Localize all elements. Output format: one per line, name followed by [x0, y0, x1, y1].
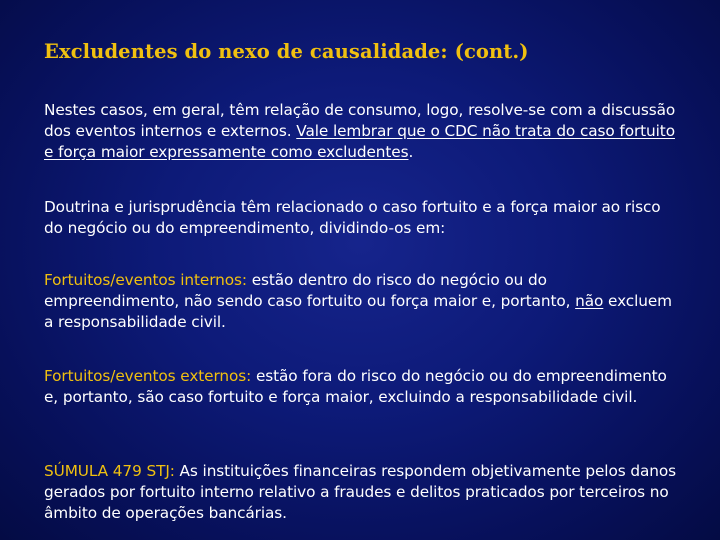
paragraph-text: estão dentro do risco do negócio ou do empreendimento, não sendo caso fortuito ou força maior e, portanto,	[44, 271, 576, 310]
underlined-word: não	[575, 292, 604, 310]
paragraph-doctrine	[44, 197, 676, 239]
paragraph-text: estão fora do risco do negócio ou do empreendimento e, portanto, são caso fortuito e força maior, excluindo a responsabilidade civil.	[44, 367, 667, 406]
paragraph-external-events	[44, 366, 676, 408]
paragraph-sumula	[44, 461, 676, 524]
paragraph-end: .	[408, 143, 414, 161]
paragraph-consumer-relation	[44, 100, 676, 163]
paragraph-text: As instituições financeiras respondem objetivamente pelos danos gerados por fortuito interno relativo a fraudes e delitos praticados por terceiros no âmbito de operações bancárias.	[44, 462, 676, 522]
term-sumula: SÚMULA 479 STJ:	[44, 462, 175, 480]
paragraph-text-end: excluem a responsabilidade civil.	[44, 292, 672, 331]
underlined-note: Vale lembrar que o CDC não trata do caso fortuito e força maior expressamente como excludentes	[44, 122, 675, 161]
paragraph-text: Doutrina e jurisprudência têm relacionado o caso fortuito e a força maior ao risco do negócio ou do empreendimento, dividindo-os em:	[44, 198, 661, 237]
term-internal-events: Fortuitos/eventos internos:	[44, 271, 247, 289]
term-external-events: Fortuitos/eventos externos:	[44, 367, 252, 385]
slide-title: Excludentes do nexo de causalidade: (cont.)	[44, 40, 529, 63]
paragraph-internal-events	[44, 270, 676, 333]
paragraph-text: Nestes casos, em geral, têm relação de consumo, logo, resolve-se com a discussão dos eventos internos e externos.	[44, 101, 676, 140]
